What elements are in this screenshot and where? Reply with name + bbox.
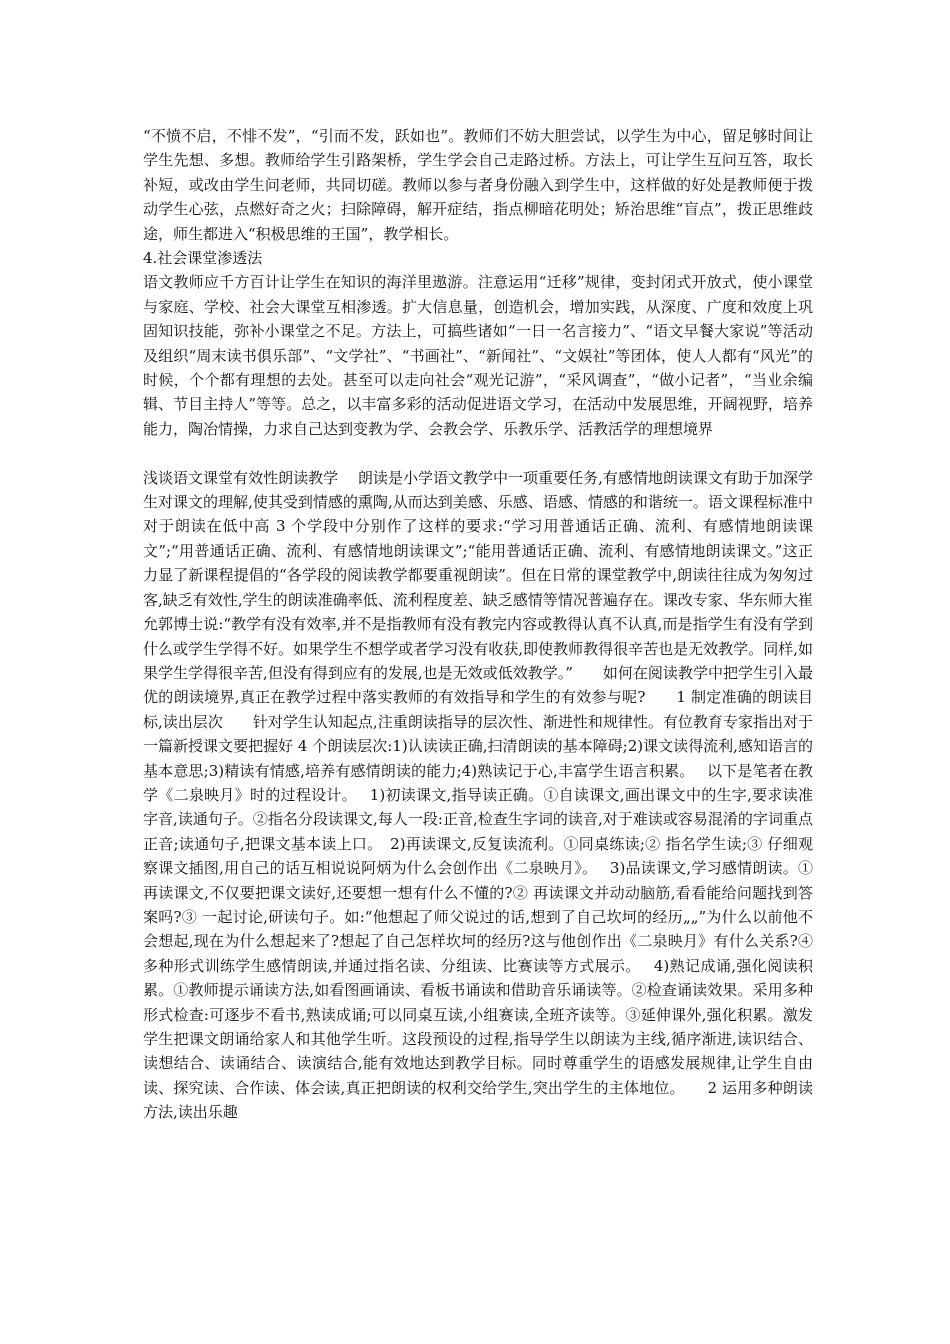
paragraph-effective-reading: 浅谈语文课堂有效性朗读教学 朗读是小学语文教学中一项重要任务,有感情地朗读课文有助于加深学生对课文的理解,使其受到情感的熏陶,从而达到美感、乐感、语感、情感的和谐统一。语文课程标准中对于朗读在低中高 3 个学段中分别作了这样的要求:“学习用普通话正确、流利、有感情地朗读课文”;“用普通话正确、流利、有感情地朗读课文”;“能用普通话正确、流利、有感情地朗读课文。”这正力显了新课程提倡的“各学段的阅读教学都要重视朗读”。但在日常的课堂教学中,朗读往往成为匆匆过客,缺乏有效性,学生的朗读准确率低、流利程度差、缺乏感情等情况普遍存在。课改专家、华东师大崔允郭博士说:“教学有没有效率,并不是指教师有没有教完内容或教得认真不认真,而是指学生有没有学到什么或学生学得不好。如果学生不想学或者学习没有收获,即使教师教得很辛苦也是无效教学。同样,如果学生学得很辛苦,但没有得到应有的发展,也是无效或低效教学。” 如何在阅读教学中把学生引入最优的朗读境界,真正在教学过程中落实教师的有效指导和学生的有效参与呢? 1 制定准确的朗读目标,读出层次 针对学生认知起点,注重朗读指导的层次性、渐进性和规律性。有位教育专家指出对于一篇新授课文要把握好 4 个朗读层次:1)认读读正确,扫清朗读的基本障碍;2)课文读得流利,感知语言的基本意思;3)精读有情感,培养有感情朗读的能力;4)熟读记于心,丰富学生语言积累。 以下是笔者在教学《二泉映月》时的过程设计。 1)初读课文,指导读正确。①自读课文,画出课文中的生字,要求读准字音,读通句子。②指名分段读课文,每人一段:正音,检查生字词的读音,对于难读或容易混淆的字词重点正音;读通句子,把课文基本读上口。 2)再读课文,反复读流利。①同桌练读;② 指名学生读;③ 仔细观察课文插图,用自己的话互相说说阿炳为什么会创作出《二泉映月》。 3)品读课文,学习感情朗读。①再读课文,不仅要把课文读好,还要想一想有什么不懂的?② 再读课文并动动脑筋,看看能给问题找到答案吗?③ 一起讨论,研读句子。如:“他想起了师父说过的话,想到了自己坎坷的经历„„”为什么以前他不会想起,现在为什么想起来了?想起了自己怎样坎坷的经历?这与他创作出《二泉映月》有什么关系?④ 多种形式训练学生感情朗读,并通过指名读、分组读、比赛读等方式展示。 4)熟记成诵,强化阅读积累。①教师提示诵读方法,如看图画诵读、看板书诵读和借助音乐诵读等。②检查诵读效果。采用多种形式检查:可逐步不看书,熟读成诵;可以同桌互读,小组赛读,全班齐读等。③延伸课外,强化积累。激发学生把课文朗诵给家人和其他学生听。这段预设的过程,指导学生以朗读为主线,循序渐进,读识结合、读想结合、读诵结合、读演结合,能有效地达到教学目标。同时尊重学生的语感发展规律,让学生自由读、探究读、合作读、体会读,真正把朗读的权利交给学生,突出学生的主体地位。 2 运用多种朗读方法,读出乐趣	[143, 468, 813, 1122]
blank-line	[143, 441, 813, 465]
paragraph-social-classroom: 语文教师应千方百计让学生在知识的海洋里遨游。注意运用“迁移”规律，变封闭式开放式，使小课堂与家庭、学校、社会大课堂互相渗透。扩大信息量，创造机会，增加实践，从深度、广度和效度上巩固知识技能，弥补小课堂之不足。方法上，可搞些诸如“一日一名言接力”、“语文早餐大家说”等活动及组织“周末读书俱乐部”、“文学社”、“书画社”、“新闻社”、“文娱社”等团体，使人人都有“风光”的时候，个个都有理想的去处。甚至可以走向社会“观光记游”，“采风调查”，“做小记者”，“当业余编辑、节目主持人”等等。总之，以丰富多彩的活动促进语文学习，在活动中发展思维，开阔视野，培养能力，陶冶情操，力求自己达到变教为学、会教会学、乐教乐学、活教活学的理想境界	[143, 273, 813, 438]
section-heading-social-classroom: 4.社会课堂渗透法	[143, 249, 263, 268]
document-body	[143, 124, 813, 1125]
paragraph-heuristic-teaching: “不愤不启，不悱不发”，“引而不发，跃如也”。教师们不妨大胆尝试，以学生为中心，留足够时间让学生先想、多想。教师给学生引路架桥，学生学会自己走路过桥。方法上，可让学生互问互答，取长补短，或改由学生问老师，共同切磋。教师以参与者身份融入到学生中，这样做的好处是教师便于拨动学生心弦，点燃好奇之火；扫除障碍，解开症结，指点柳暗花明处；矫治思维“盲点”，拨正思维歧途，师生都进入“积极思维的王国”，教学相长。	[143, 127, 813, 243]
